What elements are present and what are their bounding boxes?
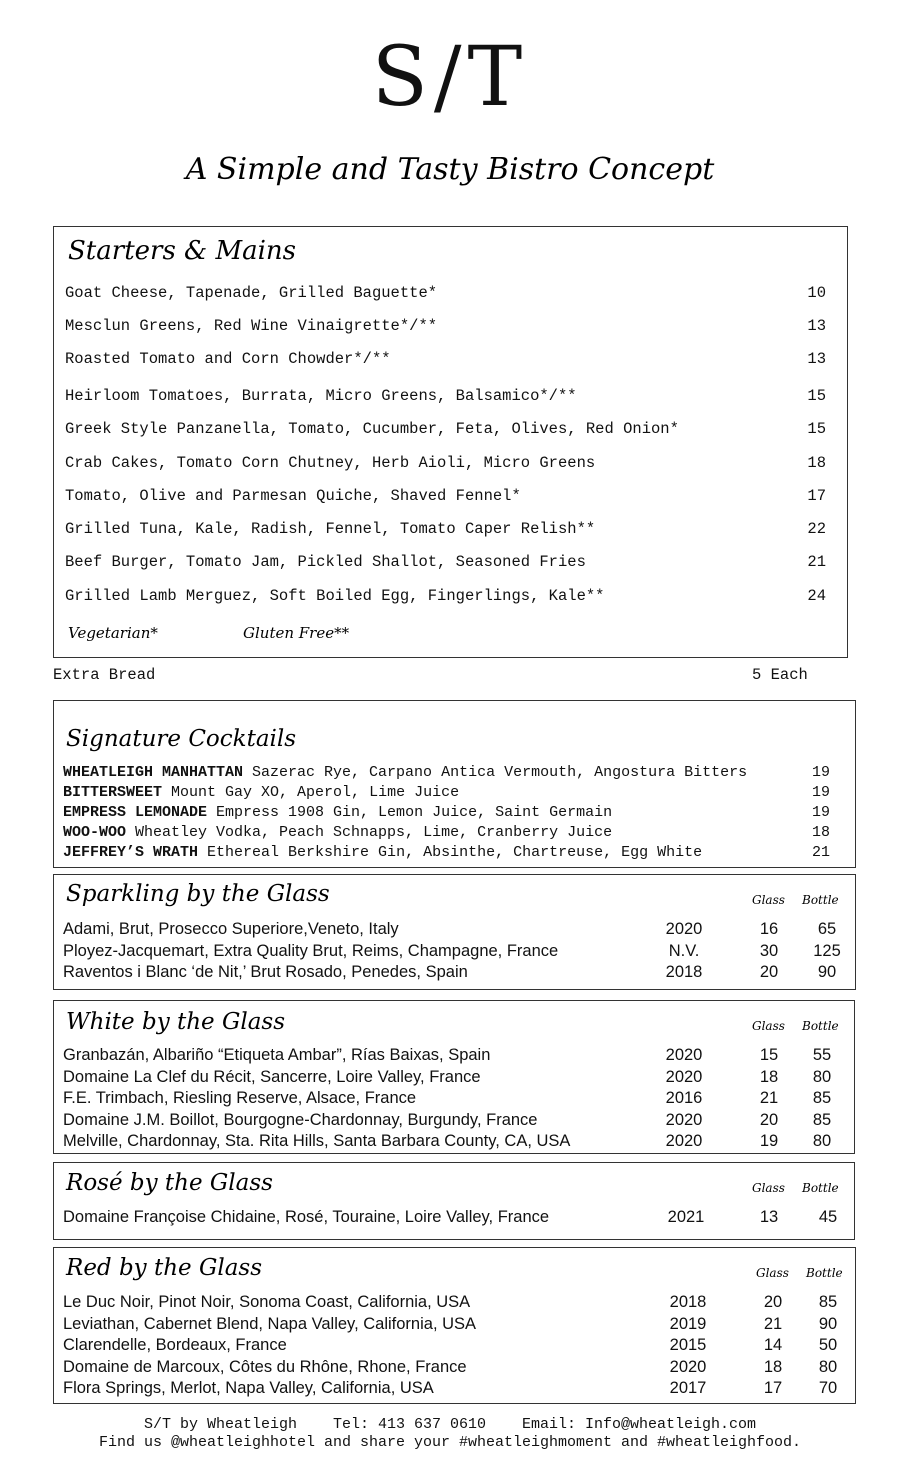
wine-vintage: 2020 [665, 1046, 703, 1064]
wine-glass-price: 16 [759, 920, 779, 938]
wine-vintage: 2020 [665, 1110, 703, 1129]
cocktail-row [63, 804, 612, 821]
wine-name: Raventos i Blanc ‘de Nit,’ Brut Rosado, Penedes, Spain [63, 963, 468, 981]
wine-vintage: 2020 [665, 1067, 703, 1086]
wine-vintage: 2015 [669, 1336, 707, 1354]
wine-glass-price: 14 [763, 1336, 783, 1354]
wine-glass-price: 30 [759, 941, 779, 960]
menu-item-name: Tomato, Olive and Parmesan Quiche, Shaved Fennel* [65, 487, 521, 505]
red-title: Red by the Glass [66, 1255, 263, 1281]
menu-item-price: 13 [807, 350, 826, 368]
wine-vintage: N.V. [668, 941, 700, 960]
wine-glass-price: 13 [759, 1208, 779, 1226]
cocktail-row [63, 764, 747, 781]
wine-bottle-price: 45 [818, 1208, 838, 1226]
cocktail-name: JEFFREY’S WRATH [63, 844, 199, 861]
rose-title: Rosé by the Glass [66, 1170, 273, 1196]
wine-bottle-price: 80 [818, 1357, 838, 1376]
cocktail-row [63, 824, 612, 841]
red-glass-header: Glass [756, 1266, 789, 1280]
wine-bottle-price: 125 [813, 941, 841, 960]
wine-bottle-price: 85 [812, 1110, 832, 1129]
wine-name: Domaine J.M. Boillot, Bourgogne-Chardonnay, Burgundy, France [63, 1110, 538, 1129]
menu-item-name: Heirloom Tomatoes, Burrata, Micro Greens, Balsamico*/** [65, 387, 577, 405]
wine-vintage: 2020 [665, 920, 703, 938]
wine-name: F.E. Trimbach, Riesling Reserve, Alsace, France [63, 1089, 417, 1107]
wine-bottle-price: 55 [812, 1046, 832, 1064]
menu-item-price: 22 [807, 520, 826, 538]
menu-item-price: 24 [807, 587, 826, 605]
white-title: White by the Glass [66, 1009, 286, 1035]
wine-bottle-price: 65 [817, 920, 837, 938]
sparkling-glass-header: Glass [752, 893, 785, 907]
wine-vintage: 2021 [667, 1208, 705, 1226]
wine-name: Melville, Chardonnay, Sta. Rita Hills, Santa Barbara County, CA, USA [63, 1132, 571, 1150]
wine-vintage: 2017 [669, 1379, 707, 1397]
wine-glass-price: 15 [759, 1046, 779, 1064]
cocktail-row [63, 844, 702, 861]
legend-gluten-free: Gluten Free** [243, 624, 350, 642]
cocktail-description: Mount Gay XO, Aperol, Lime Juice [162, 784, 460, 801]
wine-name: Clarendelle, Bordeaux, France [63, 1336, 287, 1354]
menu-item-name: Grilled Lamb Merguez, Soft Boiled Egg, Fingerlings, Kale** [65, 587, 605, 605]
wine-glass-price: 21 [759, 1089, 779, 1107]
tagline: A Simple and Tasty Bistro Concept [185, 152, 715, 187]
cocktail-description: Sazerac Rye, Carpano Antica Vermouth, Angostura Bitters [243, 764, 748, 781]
wine-glass-price: 18 [763, 1357, 783, 1376]
cocktail-name: WHEATLEIGH MANHATTAN [63, 764, 244, 781]
wine-name: Adami, Brut, Prosecco Superiore,Veneto, Italy [63, 920, 399, 938]
cocktail-name: WOO-WOO [63, 824, 127, 841]
wine-name: Le Duc Noir, Pinot Noir, Sonoma Coast, California, USA [63, 1293, 471, 1311]
cocktail-name: BITTERSWEET [63, 784, 163, 801]
wine-bottle-price: 80 [812, 1067, 832, 1086]
wine-name: Domaine de Marcoux, Côtes du Rhône, Rhone, France [63, 1357, 467, 1376]
menu-item-price: 21 [807, 553, 826, 571]
wine-name: Ployez-Jacquemart, Extra Quality Brut, Reims, Champagne, France [63, 941, 559, 960]
cocktail-description: Empress 1908 Gin, Lemon Juice, Saint Germain [207, 804, 613, 821]
menu-item-price: 13 [807, 317, 826, 335]
wine-vintage: 2016 [665, 1089, 703, 1107]
wine-vintage: 2019 [669, 1314, 707, 1333]
menu-item-price: 10 [807, 284, 826, 302]
menu-item-name: Grilled Tuna, Kale, Radish, Fennel, Tomato Caper Relish** [65, 520, 596, 538]
wine-vintage: 2020 [669, 1357, 707, 1376]
cocktail-row [63, 784, 459, 801]
cocktail-name: EMPRESS LEMONADE [63, 804, 208, 821]
menu-item-name: Roasted Tomato and Corn Chowder*/** [65, 350, 391, 368]
cocktail-price: 18 [811, 824, 830, 841]
wine-vintage: 2020 [665, 1132, 703, 1150]
menu-item-price: 15 [807, 387, 826, 405]
wine-name: Leviathan, Cabernet Blend, Napa Valley, California, USA [63, 1314, 477, 1333]
cocktail-description: Wheatley Vodka, Peach Schnapps, Lime, Cranberry Juice [126, 824, 613, 841]
wine-bottle-price: 50 [818, 1336, 838, 1354]
cocktail-price: 19 [811, 764, 830, 781]
rose-bottle-header: Bottle [802, 1181, 839, 1195]
menu-item-name: Goat Cheese, Tapenade, Grilled Baguette* [65, 284, 438, 302]
starters-title: Starters & Mains [68, 236, 296, 266]
menu-item-name: Crab Cakes, Tomato Corn Chutney, Herb Aioli, Micro Greens [65, 454, 596, 472]
wine-name: Domaine Françoise Chidaine, Rosé, Touraine, Loire Valley, France [63, 1208, 550, 1226]
wine-glass-price: 20 [763, 1293, 783, 1311]
rose-glass-header: Glass [752, 1181, 785, 1195]
wine-bottle-price: 80 [812, 1132, 832, 1150]
cocktail-price: 19 [811, 804, 830, 821]
extra-bread-label: Extra Bread [53, 666, 156, 684]
menu-item-name: Greek Style Panzanella, Tomato, Cucumber, Feta, Olives, Red Onion* [65, 420, 679, 438]
wine-bottle-price: 90 [817, 963, 837, 981]
wine-glass-price: 20 [759, 963, 779, 981]
wine-glass-price: 19 [759, 1132, 779, 1150]
wine-glass-price: 17 [763, 1379, 783, 1397]
sparkling-title: Sparkling by the Glass [66, 881, 330, 907]
wine-bottle-price: 85 [812, 1089, 832, 1107]
wine-glass-price: 18 [759, 1067, 779, 1086]
wine-name: Granbazán, Albariño “Etiqueta Ambar”, Rías Baixas, Spain [63, 1046, 491, 1064]
sparkling-bottle-header: Bottle [802, 893, 839, 907]
wine-bottle-price: 70 [818, 1379, 838, 1397]
footer-contact: S/T by Wheatleigh Tel: 413 637 0610 Email: Info@wheatleigh.com [143, 1416, 757, 1433]
wine-name: Domaine La Clef du Récit, Sancerre, Loire Valley, France [63, 1067, 481, 1086]
white-bottle-header: Bottle [802, 1019, 839, 1033]
menu-item-price: 17 [807, 487, 826, 505]
menu-item-price: 15 [807, 420, 826, 438]
menu-item-name: Beef Burger, Tomato Jam, Pickled Shallot, Seasoned Fries [65, 553, 586, 571]
footer-social: Find us @wheatleighhotel and share your #wheatleighmoment and #wheatleighfood. [98, 1434, 802, 1451]
cocktail-description: Ethereal Berkshire Gin, Absinthe, Chartreuse, Egg White [198, 844, 703, 861]
menu-item-price: 18 [807, 454, 826, 472]
cocktail-price: 19 [811, 784, 830, 801]
wine-glass-price: 20 [759, 1110, 779, 1129]
wine-vintage: 2018 [665, 963, 703, 981]
white-glass-header: Glass [752, 1019, 785, 1033]
logo: S/T [371, 30, 529, 125]
legend-vegetarian: Vegetarian* [68, 624, 158, 642]
cocktails-title: Signature Cocktails [66, 726, 297, 752]
wine-glass-price: 21 [763, 1314, 783, 1333]
wine-vintage: 2018 [669, 1293, 707, 1311]
menu-item-name: Mesclun Greens, Red Wine Vinaigrette*/** [65, 317, 438, 335]
extra-bread-price: 5 Each [752, 666, 808, 684]
wine-bottle-price: 85 [818, 1293, 838, 1311]
cocktail-price: 21 [811, 844, 830, 861]
red-bottle-header: Bottle [806, 1266, 843, 1280]
wine-name: Flora Springs, Merlot, Napa Valley, California, USA [63, 1379, 434, 1397]
wine-bottle-price: 90 [818, 1314, 838, 1333]
